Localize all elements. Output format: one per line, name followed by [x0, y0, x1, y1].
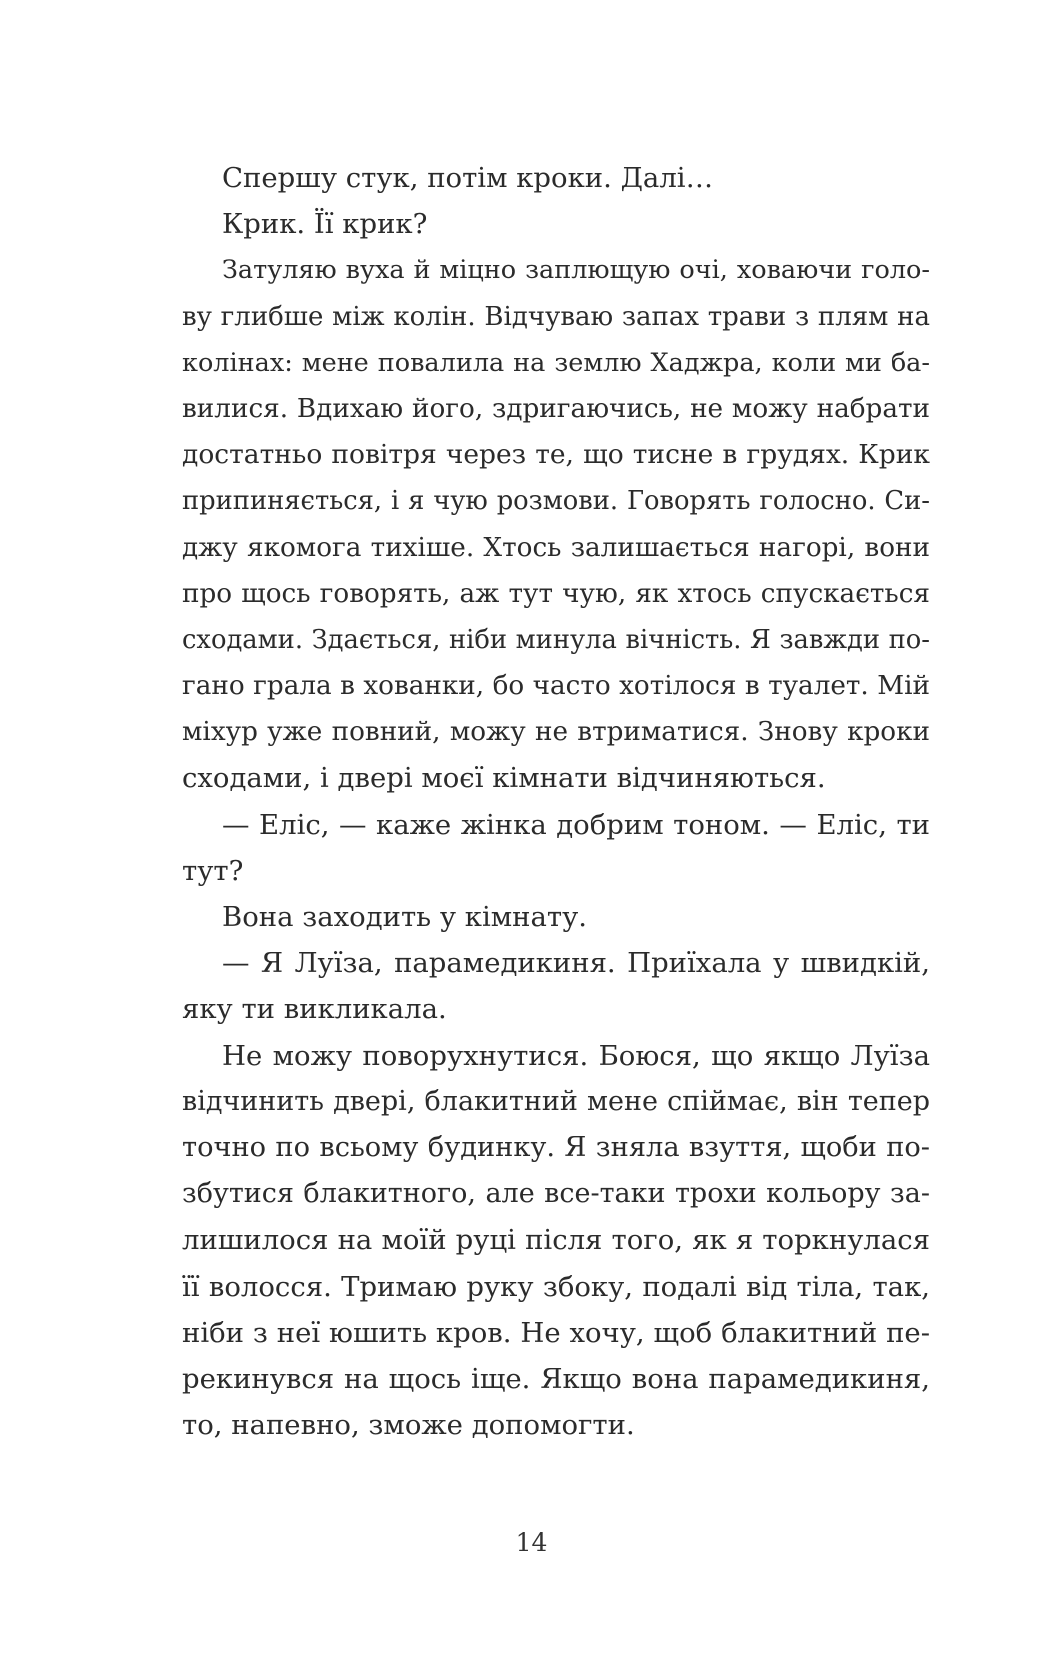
text-line: ву глибше між колін. Відчуваю запах трави з плям на	[182, 301, 930, 332]
text-line: достатньо повітря через те, що тисне в грудях. Крик	[182, 439, 930, 471]
text-line: джу якомога тихіше. Хтось залишається нагорі, вони	[182, 532, 930, 563]
text-line: її волосся. Тримаю руку збоку, подалі від тіла, так,	[182, 1270, 930, 1303]
text-line: Крик. Її крик?	[222, 208, 428, 241]
text-line: сходами. Здається, ніби минула вічність. Я завжди по-	[182, 624, 930, 655]
text-line: вилися. Вдихаю його, здригаючись, не можу набрати	[182, 393, 930, 424]
text-line: ніби з неї юшить кров. Не хочу, щоб блакитний пе-	[182, 1316, 930, 1349]
text-line: то, напевно, зможе допомогти.	[182, 1409, 635, 1442]
text-line: про щось говорять, аж тут чую, як хтось спускається	[182, 578, 930, 609]
body-text	[182, 155, 930, 1448]
text-line: яку ти викликала.	[182, 993, 447, 1026]
text-line: Вона заходить у кімнату.	[222, 901, 588, 933]
text-line: — Я Луїза, парамедикиня. Приїхала у швидкій,	[222, 947, 930, 980]
text-line: гано грала в хованки, бо часто хотілося в туалет. Мій	[182, 671, 930, 702]
text-line: міхур уже повний, можу не втриматися. Знову кроки	[182, 717, 930, 748]
text-line: рекинувся на щось іще. Якщо вона парамедикиня,	[182, 1362, 930, 1395]
text-line: відчинить двері, блакитний мене спіймає, він тепер	[182, 1085, 930, 1117]
text-line: сходами, і двері моєї кімнати відчиняються.	[182, 762, 826, 795]
text-line: — Еліс, — каже жінка добрим тоном. — Еліс, ти	[222, 808, 930, 841]
text-line: колінах: мене повалила на землю Хаджра, коли ми ба-	[182, 347, 930, 378]
text-line: Не можу поворухнутися. Боюся, що якщо Луїза	[222, 1039, 930, 1072]
text-line: точно по всьому будинку. Я зняла взуття, щоби по-	[182, 1131, 930, 1163]
page-number: 14	[515, 1528, 548, 1557]
text-line: збутися блакитного, але все-таки трохи кольору за-	[182, 1178, 930, 1210]
text-line: Затуляю вуха й міцно заплющую очі, ховаючи голо-	[222, 255, 930, 286]
text-line: тут?	[182, 854, 244, 887]
text-line: припиняється, і я чую розмови. Говорять голосно. Си-	[182, 486, 930, 517]
text-line: Спершу стук, потім кроки. Далі…	[222, 162, 714, 194]
text-line: лишилося на моїй руці після того, як я торкнулася	[182, 1224, 930, 1257]
